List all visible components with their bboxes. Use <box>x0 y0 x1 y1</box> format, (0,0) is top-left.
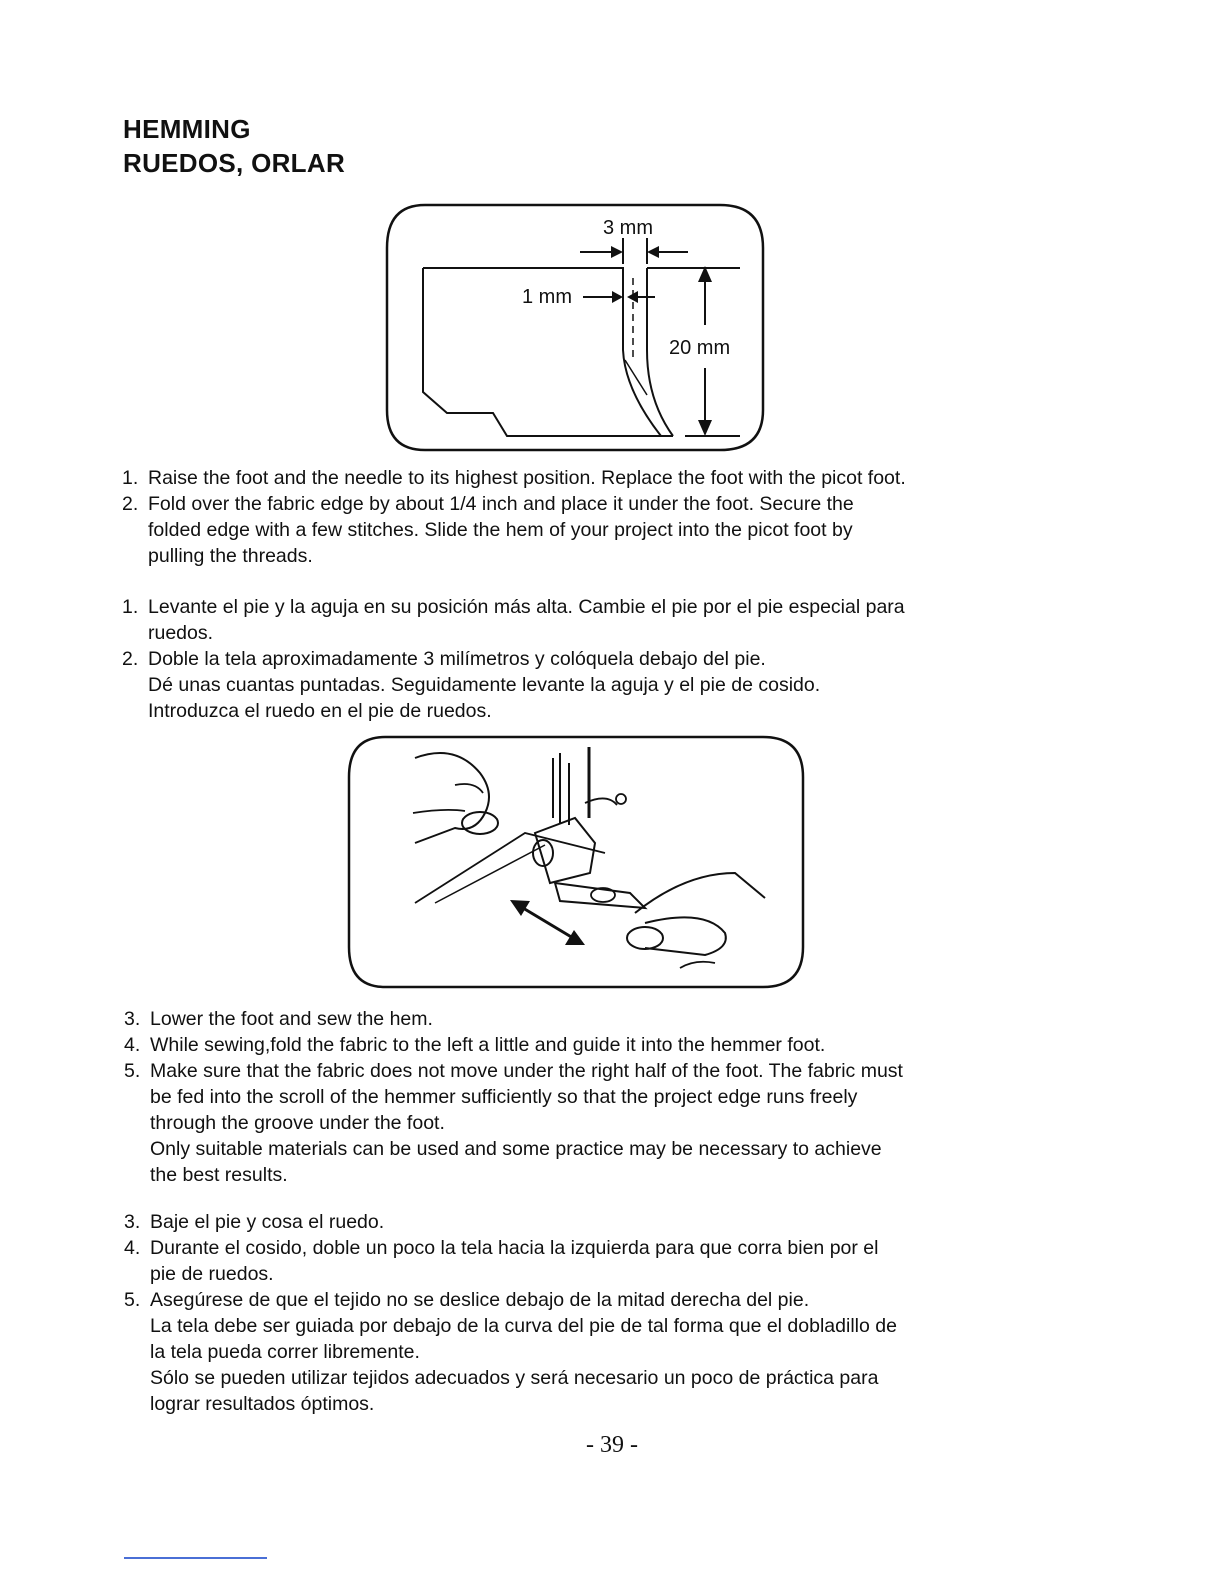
list-item <box>124 1006 1024 1032</box>
step-number: 4. <box>124 1034 141 1056</box>
page-title-en: HEMMING <box>123 114 251 144</box>
page-number: - 39 - <box>586 1432 638 1458</box>
list-item <box>124 1032 1024 1058</box>
list-item <box>122 594 1022 646</box>
step-text: Levante el pie y la aguja en su posición más alta. Cambie el pie por el pie especial para ruedos. <box>148 596 905 644</box>
step-text: Fold over the fabric edge by about 1/4 inch and place it under the foot. Secure the folded edge with a few stitches. Slide the hem of your project into the picot foot by pulling the threads. <box>148 493 854 567</box>
label-1mm: 1 mm <box>522 286 572 308</box>
step-number: 5. <box>124 1289 141 1311</box>
step-number: 2. <box>122 493 139 515</box>
step-number: 3. <box>124 1008 141 1030</box>
step-number: 1. <box>122 596 139 618</box>
step-text: Durante el cosido, doble un poco la tela hacia la izquierda para que corra bien por el pie de ruedos. <box>150 1237 879 1285</box>
hem-dimension-diagram <box>385 200 765 455</box>
footer-divider <box>124 1557 267 1559</box>
list-item <box>124 1209 1024 1235</box>
step-text: Make sure that the fabric does not move under the right half of the foot. The fabric must be fed into the scroll of the hemmer sufficiently so that the project edge runs freely through the groove under the foot. Only suitable materials can be used and some practice may be necessary to achieve the best results. <box>150 1060 903 1186</box>
step-text: Baje el pie y cosa el ruedo. <box>150 1211 385 1233</box>
steps-en-part1 <box>122 465 1022 569</box>
list-item <box>122 646 1022 724</box>
step-text: Doble la tela aproximadamente 3 milímetros y colóquela debajo del pie. Dé unas cuantas puntadas. Seguidamente levante la aguja y el pie de cosido. Introduzca el ruedo en el pie de ruedos. <box>148 648 821 722</box>
label-3mm: 3 mm <box>603 217 653 239</box>
steps-es-part1 <box>122 594 1022 724</box>
step-text: While sewing,fold the fabric to the left a little and guide it into the hemmer foot. <box>150 1034 826 1056</box>
list-item <box>124 1287 1024 1417</box>
label-20mm: 20 mm <box>669 337 731 359</box>
step-number: 1. <box>122 467 139 489</box>
list-item <box>124 1058 1024 1188</box>
step-number: 5. <box>124 1060 141 1082</box>
step-number: 3. <box>124 1211 141 1233</box>
step-text: Asegúrese de que el tejido no se deslice debajo de la mitad derecha del pie. La tela debe ser guiada por debajo de la curva del pie de tal forma que el dobladillo de la tela pueda correr libremente. Sólo se pueden utilizar tejidos adecuados y será necesario un poco de práctica para lograr resultados óptimos. <box>150 1289 897 1415</box>
step-number: 4. <box>124 1237 141 1259</box>
steps-es-part2 <box>124 1209 1024 1417</box>
step-text: Raise the foot and the needle to its highest position. Replace the foot with the picot foot. <box>148 467 906 489</box>
step-number: 2. <box>122 648 139 670</box>
page-title-es: RUEDOS, ORLAR <box>123 148 346 178</box>
list-item <box>122 465 1022 491</box>
list-item <box>122 491 1022 569</box>
step-text: Lower the foot and sew the hem. <box>150 1008 433 1030</box>
steps-en-part2 <box>124 1006 1024 1188</box>
list-item <box>124 1235 1024 1287</box>
hemmer-foot-illustration <box>345 733 807 991</box>
